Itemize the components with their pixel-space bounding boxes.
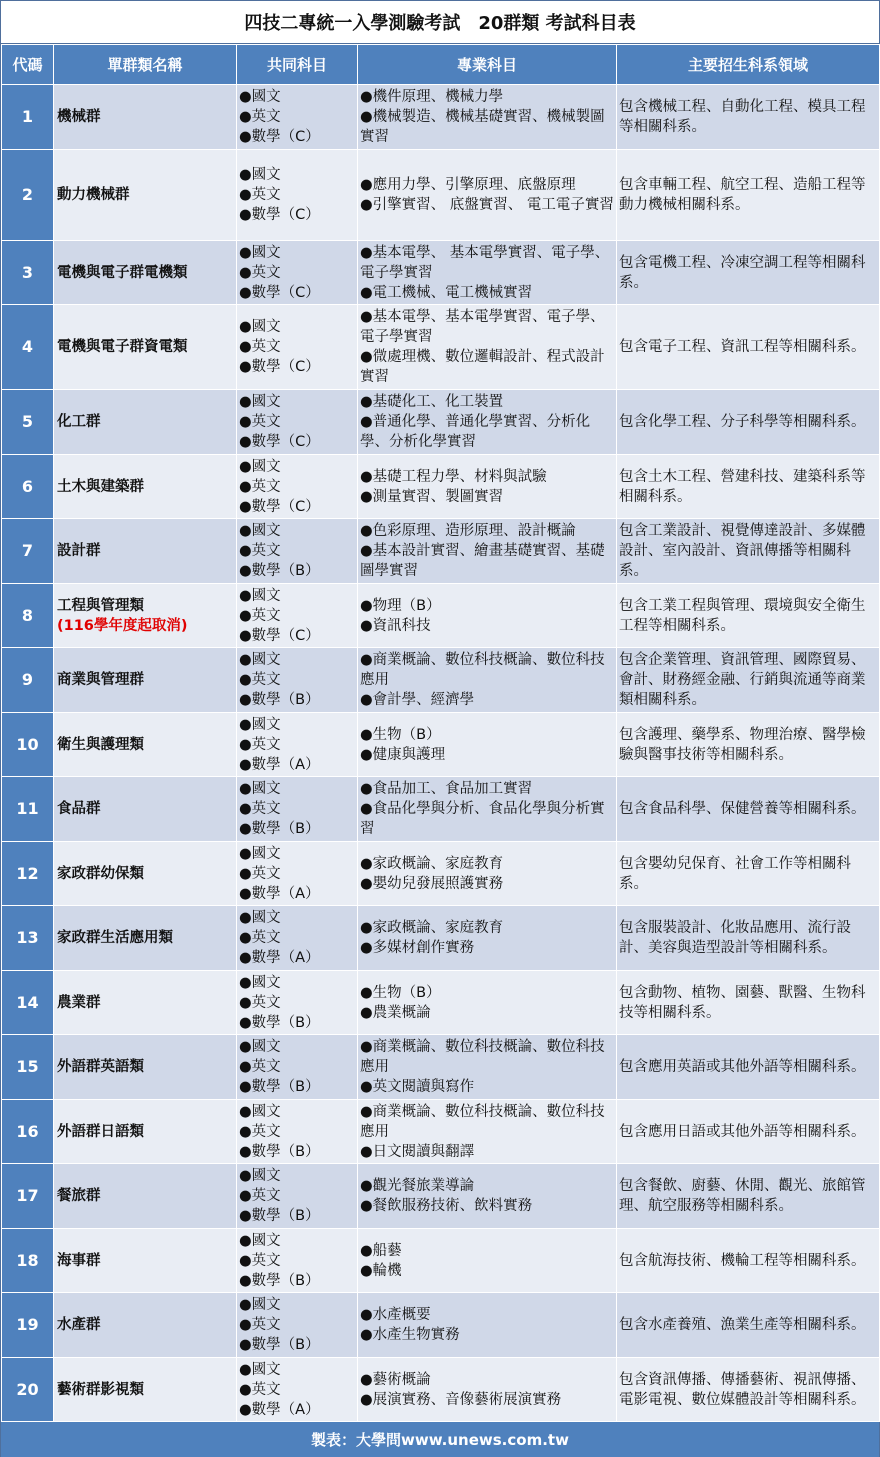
row-professional-subjects	[358, 906, 617, 971]
row-code: 15	[2, 1035, 54, 1100]
header-code: 代碼	[2, 45, 54, 85]
common-subject-item: ●國文	[239, 1361, 281, 1378]
row-group-name: 食品群	[57, 801, 101, 817]
row-common-subjects	[237, 390, 358, 455]
common-subject-item: ●數學（B）	[239, 1208, 320, 1224]
row-code: 19	[2, 1293, 54, 1358]
professional-subject-item: ●基礎化工、化工裝置	[360, 394, 504, 410]
professional-subject-item: ●家政概論、家庭教育	[360, 855, 504, 872]
professional-subject-item: ●農業概論	[360, 1004, 431, 1021]
row-professional-subjects	[358, 584, 617, 648]
row-admission-area: 包含應用英語或其他外語等相關科系。	[617, 1035, 880, 1100]
common-subject-item: ●英文	[239, 1381, 281, 1398]
common-subject-item: ●國文	[239, 89, 281, 105]
common-subject-item: ●國文	[239, 1297, 281, 1313]
professional-subject-item: ●生物（B）	[360, 726, 441, 743]
row-common-subjects	[237, 519, 358, 584]
common-subject-item: ●國文	[239, 167, 281, 183]
row-code: 13	[2, 906, 54, 971]
row-professional-subjects	[358, 1164, 617, 1229]
common-subject-item: ●數學（C）	[239, 627, 320, 644]
professional-subject-item: ●多媒材創作實務	[360, 940, 475, 956]
professional-subject-item: ●基本電學、 基本電學實習、電子學、 電子學實習	[360, 244, 610, 281]
row-admission-area: 包含電機工程、冷凍空調工程等相關科系。	[617, 241, 880, 305]
common-subject-item: ●數學（B）	[239, 1014, 320, 1031]
row-admission-area: 包含工業設計、視覺傳達設計、多媒體設計、室內設計、資訊傳播等相關科系。	[617, 519, 880, 584]
row-admission-area: 包含動物、植物、園藝、獸醫、生物科技等相關科系。	[617, 971, 880, 1035]
row-code: 11	[2, 777, 54, 842]
table-row	[2, 1164, 880, 1229]
subject-table	[1, 44, 880, 1422]
common-subject-item: ●數學（B）	[239, 692, 320, 708]
header-common: 共同科目	[237, 45, 358, 85]
common-subject-item: ●國文	[239, 458, 281, 475]
table-row	[2, 1035, 880, 1100]
row-group-name-cell	[54, 455, 237, 519]
row-group-name: 機械群	[57, 109, 101, 125]
common-subject-item: ●國文	[239, 781, 281, 797]
table-row	[2, 906, 880, 971]
professional-subject-item: ●食品加工、食品加工實習	[360, 781, 533, 797]
row-professional-subjects	[358, 648, 617, 713]
table-row	[2, 971, 880, 1035]
row-code: 9	[2, 648, 54, 713]
professional-subject-item: ●生物（B）	[360, 984, 441, 1001]
professional-subject-item: ●健康與護理	[360, 746, 446, 763]
common-subject-item: ●數學（B）	[239, 1079, 320, 1095]
row-group-name-cell	[54, 906, 237, 971]
row-group-name: 外語群日語類	[57, 1123, 144, 1140]
common-subject-item: ●英文	[239, 1059, 281, 1075]
common-subject-item: ●國文	[239, 974, 281, 991]
common-subject-item: ●國文	[239, 244, 281, 261]
row-group-name: 化工群	[57, 414, 101, 430]
common-subject-item: ●英文	[239, 672, 281, 688]
row-common-subjects	[237, 241, 358, 305]
professional-subject-item: ●應用力學、引擎原理、底盤原理	[360, 177, 576, 193]
row-professional-subjects	[358, 390, 617, 455]
page-title: 四技二專統一入學測驗考試 20群類 考試科目表	[1, 1, 879, 44]
common-subject-item: ●國文	[239, 1039, 281, 1055]
professional-subject-item: ●英文閱讀與寫作	[360, 1079, 475, 1095]
common-subject-item: ●國文	[239, 845, 281, 862]
common-subject-item: ●英文	[239, 1317, 281, 1333]
common-subject-item: ●英文	[239, 930, 281, 946]
row-professional-subjects	[358, 713, 617, 777]
row-code: 8	[2, 584, 54, 648]
header-area: 主要招生科系領域	[617, 45, 880, 85]
professional-subject-item: ●基礎工程力學、材料與試驗	[360, 468, 547, 485]
common-subject-item: ●數學（B）	[239, 563, 320, 579]
professional-subject-item: ●家政概論、家庭教育	[360, 920, 504, 936]
row-common-subjects	[237, 971, 358, 1035]
common-subject-item: ●英文	[239, 109, 281, 125]
common-subject-item: ●數學（A）	[239, 1401, 320, 1418]
row-group-name: 土木與建築群	[57, 478, 144, 495]
row-code: 17	[2, 1164, 54, 1229]
row-common-subjects	[237, 150, 358, 241]
row-group-name-cell	[54, 713, 237, 777]
row-professional-subjects	[358, 777, 617, 842]
common-subject-item: ●國文	[239, 319, 281, 335]
row-professional-subjects	[358, 150, 617, 241]
professional-subject-item: ●展演實務、音像藝術展演實務	[360, 1391, 562, 1408]
row-group-name-cell	[54, 150, 237, 241]
row-admission-area: 包含服裝設計、化妝品應用、流行設計、美容與造型設計等相關科系。	[617, 906, 880, 971]
row-code: 20	[2, 1358, 54, 1422]
row-common-subjects	[237, 1358, 358, 1422]
common-subject-item: ●英文	[239, 1188, 281, 1204]
table-row	[2, 1229, 880, 1293]
row-admission-area: 包含工業工程與管理、環境與安全衛生工程等相關科系。	[617, 584, 880, 648]
common-subject-item: ●數學（C）	[239, 498, 320, 515]
table-body	[2, 85, 880, 1422]
row-group-name: 設計群	[57, 543, 101, 559]
header-professional: 專業科目	[358, 45, 617, 85]
common-subject-item: ●數學（A）	[239, 950, 320, 966]
common-subject-item: ●英文	[239, 801, 281, 817]
common-subject-item: ●數學（B）	[239, 821, 320, 837]
row-common-subjects	[237, 906, 358, 971]
row-group-name-cell	[54, 842, 237, 906]
row-group-name: 衛生與護理類	[57, 736, 144, 753]
common-subject-item: ●英文	[239, 1123, 281, 1140]
row-admission-area: 包含應用日語或其他外語等相關科系。	[617, 1100, 880, 1164]
row-common-subjects	[237, 455, 358, 519]
table-row	[2, 85, 880, 150]
common-subject-item: ●英文	[239, 187, 281, 203]
row-group-name: 餐旅群	[57, 1188, 101, 1204]
professional-subject-item: ●物理（B）	[360, 597, 441, 614]
row-admission-area: 包含機械工程、自動化工程、模具工程等相關科系。	[617, 85, 880, 150]
row-code: 5	[2, 390, 54, 455]
table-row	[2, 305, 880, 390]
professional-subject-item: ●觀光餐旅業導論	[360, 1178, 475, 1194]
row-admission-area: 包含餐飲、廚藝、休閒、觀光、旅館管理、航空服務等相關科系。	[617, 1164, 880, 1229]
row-group-name: 電機與電子群電機類	[57, 264, 188, 281]
common-subject-item: ●英文	[239, 414, 281, 430]
table-row	[2, 713, 880, 777]
common-subject-item: ●國文	[239, 523, 281, 539]
professional-subject-item: ●微處理機、數位邏輯設計、程式設計實習	[360, 349, 605, 385]
table-row	[2, 150, 880, 241]
professional-subject-item: ●引擎實習、 底盤實習、 電工電子實習	[360, 197, 614, 213]
common-subject-item: ●數學（B）	[239, 1143, 320, 1160]
row-common-subjects	[237, 648, 358, 713]
table-row	[2, 519, 880, 584]
row-group-name: 農業群	[57, 994, 101, 1011]
row-common-subjects	[237, 842, 358, 906]
professional-subject-item: ●基本設計實習、繪畫基礎實習、基礎圖學實習	[360, 543, 605, 579]
common-subject-item: ●國文	[239, 587, 281, 604]
professional-subject-item: ●水產生物實務	[360, 1327, 460, 1343]
professional-subject-item: ●餐飲服務技術、飲料實務	[360, 1198, 533, 1214]
row-professional-subjects	[358, 1035, 617, 1100]
row-group-name-cell	[54, 1100, 237, 1164]
table-row	[2, 455, 880, 519]
row-admission-area: 包含水產養殖、漁業生產等相關科系。	[617, 1293, 880, 1358]
professional-subject-item: ●日文閱讀與翻譯	[360, 1143, 475, 1160]
row-common-subjects	[237, 713, 358, 777]
common-subject-item: ●數學（C）	[239, 359, 320, 375]
row-code: 16	[2, 1100, 54, 1164]
professional-subject-item: ●商業概論、數位科技概論、數位科技應用	[360, 652, 605, 688]
row-code: 14	[2, 971, 54, 1035]
row-professional-subjects	[358, 1358, 617, 1422]
professional-subject-item: ●普通化學、普通化學實習、分析化學、分析化學實習	[360, 414, 591, 450]
table-row	[2, 1100, 880, 1164]
common-subject-item: ●英文	[239, 339, 281, 355]
row-admission-area: 包含航海技術、機輪工程等相關科系。	[617, 1229, 880, 1293]
row-professional-subjects	[358, 1293, 617, 1358]
row-group-name-cell	[54, 1164, 237, 1229]
table-row	[2, 584, 880, 648]
table-row	[2, 241, 880, 305]
row-professional-subjects	[358, 305, 617, 390]
row-group-name-cell	[54, 305, 237, 390]
row-group-name-cell	[54, 971, 237, 1035]
row-common-subjects	[237, 305, 358, 390]
row-group-name-cell	[54, 1229, 237, 1293]
common-subject-item: ●國文	[239, 1103, 281, 1120]
common-subject-item: ●英文	[239, 543, 281, 559]
common-subject-item: ●英文	[239, 478, 281, 495]
row-code: 10	[2, 713, 54, 777]
row-code: 2	[2, 150, 54, 241]
professional-subject-item: ●商業概論、數位科技概論、數位科技應用	[360, 1103, 605, 1140]
row-admission-area: 包含車輛工程、航空工程、造船工程等動力機械相關科系。	[617, 150, 880, 241]
professional-subject-item: ●商業概論、數位科技概論、數位科技應用	[360, 1039, 605, 1075]
common-subject-item: ●國文	[239, 394, 281, 410]
row-common-subjects	[237, 584, 358, 648]
professional-subject-item: ●會計學、經濟學	[360, 692, 475, 708]
table-header-row	[2, 45, 880, 85]
row-group-name: 商業與管理群	[57, 672, 144, 688]
header-name: 單群類名稱	[54, 45, 237, 85]
row-group-name: 海事群	[57, 1252, 101, 1269]
footer-credit: 製表：大學問www.unews.com.tw	[1, 1422, 879, 1457]
table-row	[2, 390, 880, 455]
row-cancel-note: (116學年度起取消)	[57, 617, 188, 634]
row-group-name: 家政群生活應用類	[57, 930, 173, 946]
professional-subject-item: ●食品化學與分析、食品化學與分析實習	[360, 801, 605, 837]
common-subject-item: ●國文	[239, 910, 281, 926]
common-subject-item: ●國文	[239, 1232, 281, 1249]
common-subject-item: ●英文	[239, 607, 281, 624]
common-subject-item: ●數學（B）	[239, 1337, 320, 1353]
row-code: 18	[2, 1229, 54, 1293]
row-code: 6	[2, 455, 54, 519]
professional-subject-item: ●水產概要	[360, 1307, 431, 1323]
row-code: 12	[2, 842, 54, 906]
professional-subject-item: ●測量實習、製圖實習	[360, 488, 504, 505]
table-row	[2, 777, 880, 842]
common-subject-item: ●國文	[239, 1168, 281, 1184]
row-common-subjects	[237, 1035, 358, 1100]
row-admission-area: 包含企業管理、資訊管理、國際貿易、會計、財務經金融、行銷與流通等商業類相關科系。	[617, 648, 880, 713]
row-group-name: 工程與管理類	[57, 597, 144, 614]
common-subject-item: ●數學（C）	[239, 129, 320, 145]
professional-subject-item: ●輪機	[360, 1262, 402, 1279]
row-professional-subjects	[358, 85, 617, 150]
row-common-subjects	[237, 1100, 358, 1164]
professional-subject-item: ●嬰幼兒發展照護實務	[360, 875, 504, 892]
row-group-name: 電機與電子群資電類	[57, 339, 188, 355]
professional-subject-item: ●藝術概論	[360, 1371, 431, 1388]
row-code: 3	[2, 241, 54, 305]
common-subject-item: ●英文	[239, 1252, 281, 1269]
professional-subject-item: ●機械製造、機械基礎實習、機械製圖實習	[360, 109, 605, 145]
common-subject-item: ●英文	[239, 865, 281, 882]
professional-subject-item: ●資訊科技	[360, 617, 431, 634]
row-admission-area: 包含電子工程、資訊工程等相關科系。	[617, 305, 880, 390]
common-subject-item: ●英文	[239, 736, 281, 753]
row-group-name: 外語群英語類	[57, 1059, 144, 1075]
common-subject-item: ●數學（C）	[239, 207, 320, 223]
table-row	[2, 1358, 880, 1422]
professional-subject-item: ●電工機械、電工機械實習	[360, 284, 533, 301]
common-subject-item: ●數學（A）	[239, 756, 320, 773]
common-subject-item: ●數學（B）	[239, 1272, 320, 1289]
professional-subject-item: ●機件原理、機械力學	[360, 89, 504, 105]
professional-subject-item: ●色彩原理、造形原理、設計概論	[360, 523, 576, 539]
row-admission-area: 包含嬰幼兒保育、社會工作等相關科系。	[617, 842, 880, 906]
row-group-name-cell	[54, 1035, 237, 1100]
row-code: 4	[2, 305, 54, 390]
common-subject-item: ●數學（A）	[239, 885, 320, 902]
row-professional-subjects	[358, 241, 617, 305]
table-row	[2, 648, 880, 713]
row-professional-subjects	[358, 1229, 617, 1293]
row-group-name-cell	[54, 648, 237, 713]
common-subject-item: ●英文	[239, 264, 281, 281]
row-group-name-cell	[54, 1293, 237, 1358]
row-group-name-cell	[54, 390, 237, 455]
row-admission-area: 包含食品科學、保健營養等相關科系。	[617, 777, 880, 842]
row-admission-area: 包含化學工程、分子科學等相關科系。	[617, 390, 880, 455]
row-group-name: 家政群幼保類	[57, 865, 144, 882]
row-group-name: 動力機械群	[57, 187, 130, 203]
table-row	[2, 842, 880, 906]
common-subject-item: ●國文	[239, 716, 281, 733]
common-subject-item: ●國文	[239, 652, 281, 668]
row-group-name-cell	[54, 777, 237, 842]
row-common-subjects	[237, 1229, 358, 1293]
row-group-name: 水產群	[57, 1317, 101, 1333]
common-subject-item: ●英文	[239, 994, 281, 1011]
row-admission-area: 包含資訊傳播、傳播藝術、視訊傳播、電影電視、數位媒體設計等相關科系。	[617, 1358, 880, 1422]
professional-subject-item: ●基本電學、基本電學實習、電子學、電子學實習	[360, 309, 605, 345]
row-admission-area: 包含護理、藥學系、物理治療、醫學檢驗與醫事技術等相關科系。	[617, 713, 880, 777]
row-professional-subjects	[358, 971, 617, 1035]
row-group-name-cell	[54, 519, 237, 584]
row-professional-subjects	[358, 455, 617, 519]
row-common-subjects	[237, 1164, 358, 1229]
row-common-subjects	[237, 85, 358, 150]
row-professional-subjects	[358, 519, 617, 584]
row-common-subjects	[237, 777, 358, 842]
row-group-name-cell	[54, 85, 237, 150]
row-professional-subjects	[358, 842, 617, 906]
row-group-name-cell	[54, 584, 237, 648]
row-admission-area: 包含土木工程、營建科技、建築科系等相關科系。	[617, 455, 880, 519]
row-group-name-cell	[54, 241, 237, 305]
professional-subject-item: ●船藝	[360, 1242, 402, 1259]
row-code: 1	[2, 85, 54, 150]
common-subject-item: ●數學（C）	[239, 284, 320, 301]
row-group-name-cell	[54, 1358, 237, 1422]
row-code: 7	[2, 519, 54, 584]
row-group-name: 藝術群影視類	[57, 1381, 144, 1398]
common-subject-item: ●數學（C）	[239, 434, 320, 450]
table-row	[2, 1293, 880, 1358]
row-common-subjects	[237, 1293, 358, 1358]
row-professional-subjects	[358, 1100, 617, 1164]
